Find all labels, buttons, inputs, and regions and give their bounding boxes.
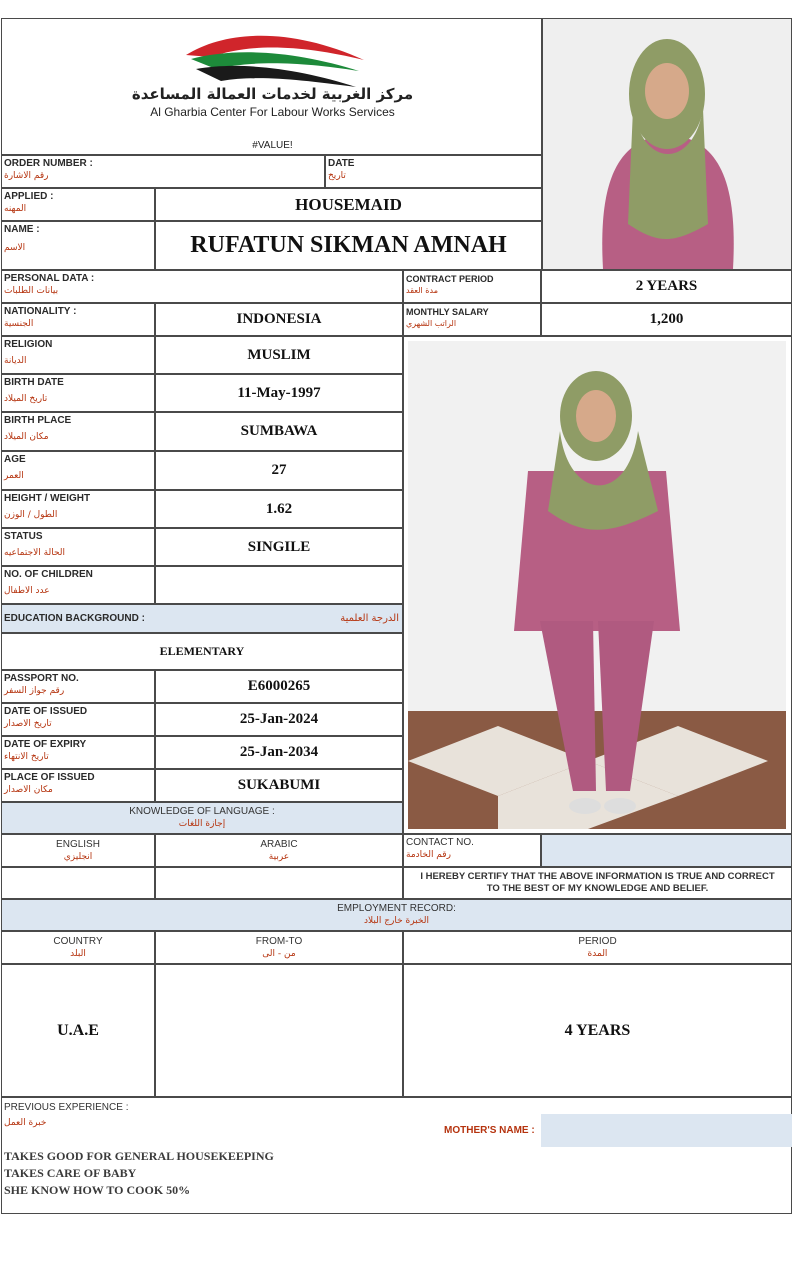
country-column-header — [1, 931, 155, 964]
employment-header — [1, 899, 792, 931]
applied-label-cell — [1, 188, 155, 221]
employment-period: 4 YEARS — [403, 964, 792, 1097]
monthly-salary-cell — [403, 303, 541, 336]
monthly-salary-label-ar: الراتب الشهري — [406, 319, 457, 328]
height-weight-label-cell — [1, 490, 155, 528]
date-issued-label-ar: تاريخ الاصدار — [4, 719, 52, 729]
from-to-column-header — [155, 931, 403, 964]
children-value — [155, 566, 403, 604]
name-label: NAME : — [4, 224, 40, 235]
mother-name-label: MOTHER'S NAME : — [444, 1125, 535, 1136]
age-label-ar: العمر — [4, 471, 24, 481]
order-number-label: ORDER NUMBER : — [4, 158, 93, 169]
place-issued-value: SUKABUMI — [155, 769, 403, 802]
religion-value: MUSLIM — [155, 336, 403, 374]
education-label-ar: الدرجة العلمية — [340, 613, 399, 624]
religion-label: RELIGION — [4, 339, 53, 350]
previous-experience-label: PREVIOUS EXPERIENCE : — [4, 1102, 129, 1113]
personal-data-cell — [1, 270, 403, 303]
experience-note: SHE KNOW HOW TO COOK 50% — [4, 1183, 191, 1197]
date-cell — [325, 155, 542, 188]
personal-data-label-ar: بيانات الطلبات — [4, 286, 59, 296]
birth-place-label: BIRTH PLACE — [4, 415, 72, 426]
status-label: STATUS — [4, 531, 43, 542]
applied-value: HOUSEMAID — [155, 188, 542, 221]
passport-no-label-ar: رقم جواز السفر — [4, 686, 65, 696]
employment-title: EMPLOYMENT RECORD: — [337, 903, 456, 914]
english-header — [1, 834, 155, 867]
date-issued-value: 25-Jan-2024 — [155, 703, 403, 736]
language-title-ar: إجازة اللغات — [178, 819, 226, 829]
place-issued-label-ar: مكان الاصدار — [4, 785, 53, 795]
children-label: NO. OF CHILDREN — [4, 569, 93, 580]
applicant-name: RUFATUN SIKMAN AMNAH — [155, 221, 542, 270]
previous-experience-label-ar: خبرة العمل — [4, 1118, 47, 1128]
status-value: SINGILE — [155, 528, 403, 566]
monthly-salary-label: MONTHLY SALARY — [406, 307, 489, 317]
date-label-ar: تاريخ — [328, 171, 346, 181]
mother-name-value — [541, 1114, 792, 1147]
date-expiry-label: DATE OF EXPIRY — [4, 739, 87, 750]
from-to-header-label-ar: من - الى — [262, 948, 296, 959]
status-label-cell — [1, 528, 155, 566]
arabic-level — [155, 867, 403, 899]
language-title: KNOWLEDGE OF LANGUAGE : — [129, 806, 275, 817]
english-label: ENGLISH — [56, 838, 100, 850]
nationality-label-cell — [1, 303, 155, 336]
date-issued-label: DATE OF ISSUED — [4, 706, 88, 717]
certify-line-2: TO THE BEST OF MY KNOWLEDGE AND BELIEF. — [486, 883, 709, 894]
order-number-label-ar: رقم الاشارة — [4, 171, 49, 181]
age-label: AGE — [4, 454, 26, 465]
company-name-arabic: مركز الغربية لخدمات العمالة المساعدة — [131, 85, 414, 103]
education-value: ELEMENTARY — [1, 633, 403, 670]
religion-label-cell — [1, 336, 155, 374]
arabic-label: ARABIC — [260, 838, 298, 850]
experience-note: TAKES GOOD FOR GENERAL HOUSEKEEPING — [4, 1149, 274, 1163]
country-header-label-ar: البلد — [70, 948, 86, 959]
age-label-cell — [1, 451, 155, 490]
date-expiry-label-cell — [1, 736, 155, 769]
birth-date-value: 11-May-1997 — [155, 374, 403, 412]
experience-note: TAKES CARE OF BABY — [4, 1166, 137, 1180]
contract-period-cell — [403, 270, 541, 303]
place-issued-label: PLACE OF ISSUED — [4, 772, 95, 783]
english-label-ar: انجليزي — [63, 851, 93, 862]
children-label-ar: عدد الاطفال — [4, 586, 50, 596]
children-label-cell — [1, 566, 155, 604]
previous-experience-section — [1, 1097, 792, 1214]
employment-country: U.A.E — [1, 964, 155, 1097]
height-weight-value: 1.62 — [155, 490, 403, 528]
contact-label: CONTACT NO. — [406, 837, 474, 848]
date-expiry-label-ar: تاريخ الانتهاء — [4, 752, 49, 762]
birth-date-label-cell — [1, 374, 155, 412]
applied-label-ar: المهنه — [4, 204, 27, 214]
header-logo-cell — [1, 18, 542, 155]
employment-title-ar: الخبرة خارج البلاد — [364, 916, 429, 926]
contract-period-label-ar: مدة العقد — [406, 286, 438, 295]
monthly-salary-value: 1,200 — [541, 303, 792, 336]
language-header — [1, 802, 403, 834]
birth-place-label-ar: مكان الميلاد — [4, 432, 49, 442]
personal-data-label: PERSONAL DATA : — [4, 273, 95, 284]
period-header-label-ar: المدة — [587, 948, 608, 959]
date-label: DATE — [328, 158, 355, 169]
from-to-header-label: FROM-TO — [255, 935, 303, 947]
height-weight-label: HEIGHT / WEIGHT — [4, 493, 91, 504]
birth-date-label-ar: تاريخ الميلاد — [4, 394, 48, 404]
name-label-ar: الاسم — [4, 243, 26, 253]
nationality-label-ar: الجنسية — [4, 319, 34, 329]
employment-from-to — [155, 964, 403, 1097]
birth-date-label: BIRTH DATE — [4, 377, 64, 388]
nationality-label: NATIONALITY : — [4, 306, 77, 317]
contract-period-label: CONTRACT PERIOD — [406, 274, 494, 284]
order-number-cell — [1, 155, 325, 188]
contact-label-ar: رقم الخادمة — [406, 850, 451, 860]
nationality-value: INDONESIA — [155, 303, 403, 336]
applicant-full-photo — [408, 341, 786, 829]
date-expiry-value: 25-Jan-2034 — [155, 736, 403, 769]
certify-line-1: I HEREBY CERTIFY THAT THE ABOVE INFORMATION IS TRUE AND CORRECT — [420, 871, 775, 882]
contact-label-cell — [403, 834, 541, 867]
passport-no-value: E6000265 — [155, 670, 403, 703]
contact-value — [541, 834, 792, 867]
period-column-header — [403, 931, 792, 964]
contract-period-value: 2 YEARS — [541, 270, 792, 303]
place-issued-label-cell — [1, 769, 155, 802]
period-header-label: PERIOD — [578, 935, 617, 947]
education-label: EDUCATION BACKGROUND : — [4, 613, 145, 624]
certification-statement — [403, 867, 792, 899]
height-weight-label-ar: الطول / الوزن — [4, 510, 58, 520]
religion-label-ar: الديانة — [4, 356, 27, 366]
company-name-english: Al Gharbia Center For Labour Works Services — [150, 105, 395, 119]
name-label-cell — [1, 221, 155, 270]
education-header — [1, 604, 403, 633]
applied-label: APPLIED : — [4, 191, 54, 202]
passport-no-label: PASSPORT NO. — [4, 673, 79, 684]
passport-no-label-cell — [1, 670, 155, 703]
date-issued-label-cell — [1, 703, 155, 736]
birth-place-value: SUMBAWA — [155, 412, 403, 451]
status-label-ar: الحالة الاجتماعيه — [4, 548, 65, 558]
country-header-label: COUNTRY — [53, 935, 103, 947]
arabic-label-ar: عربية — [268, 851, 290, 862]
english-level — [1, 867, 155, 899]
birth-place-label-cell — [1, 412, 155, 451]
age-value: 27 — [155, 451, 403, 490]
value-error: #VALUE! — [252, 140, 293, 151]
applicant-headshot — [542, 18, 792, 270]
arabic-header — [155, 834, 403, 867]
